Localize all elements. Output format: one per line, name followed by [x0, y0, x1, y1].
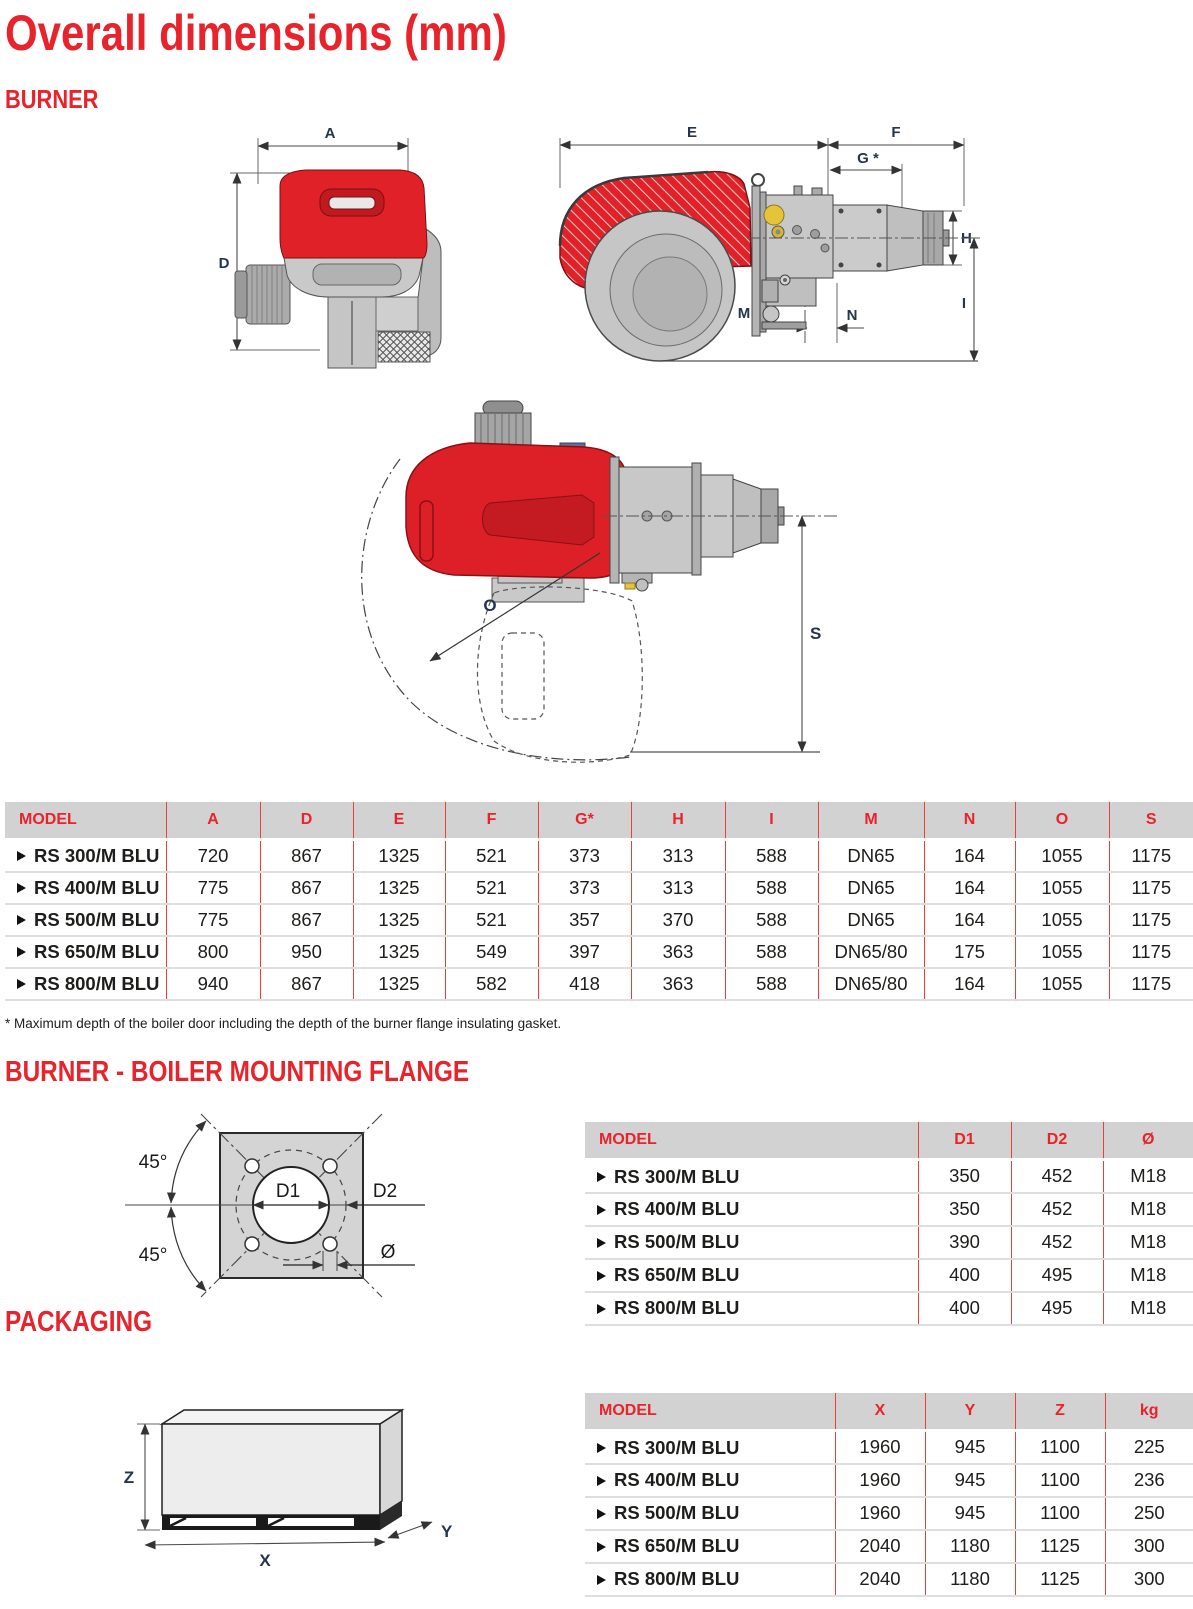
model-cell [585, 1431, 835, 1464]
packaging-table-row [585, 1563, 1193, 1596]
model-name: RS 400/M BLU [614, 1198, 740, 1220]
value-cell-f: 521 [445, 904, 538, 936]
value-cell-h: 363 [631, 968, 725, 1000]
value-cell-d2: 495 [1011, 1292, 1103, 1325]
col-header-model: MODEL [585, 1122, 918, 1160]
dim-label-a: A [324, 125, 336, 142]
model-name: RS 650/M BLU [614, 1535, 740, 1557]
page-title: Overall dimensions (mm) [5, 5, 507, 61]
col-header-y: Y [925, 1393, 1015, 1431]
dim-label-s: S [810, 624, 822, 643]
table-header-row [5, 802, 1193, 840]
model-cell [5, 872, 166, 904]
value-cell-z: 1100 [1015, 1497, 1105, 1530]
value-cell-d: 867 [260, 904, 353, 936]
value-cell-y: 945 [925, 1464, 1015, 1497]
extension-lines [137, 1424, 160, 1530]
model-cell [5, 904, 166, 936]
packaging-table-body [585, 1431, 1193, 1596]
angle-label-bottom: 45° [138, 1245, 168, 1266]
value-cell-f: 582 [445, 968, 538, 1000]
packaging-table [585, 1393, 1193, 1597]
flange-table-row [585, 1292, 1193, 1325]
value-cell-n: 164 [924, 904, 1015, 936]
value-cell-x: 2040 [835, 1563, 925, 1596]
value-cell-o: 1055 [1015, 936, 1109, 968]
value-cell-h: 313 [631, 840, 725, 872]
burner-table-row [5, 840, 1193, 872]
angle-arc-top [171, 1121, 206, 1203]
row-marker-icon [597, 1205, 606, 1215]
col-header-h: H [631, 802, 725, 840]
box-side-face [380, 1410, 402, 1515]
model-name: RS 800/M BLU [614, 1297, 740, 1319]
col-header-kg: kg [1105, 1393, 1193, 1431]
burner-table-row [5, 872, 1193, 904]
row-marker-icon [597, 1304, 606, 1314]
dim-label-x: X [259, 1551, 271, 1570]
col-header-z: Z [1015, 1393, 1105, 1431]
value-cell-a: 775 [166, 872, 260, 904]
value-cell-d1: 400 [918, 1259, 1011, 1292]
burner-side-view-diagram [512, 118, 987, 418]
value-cell-a: 720 [166, 840, 260, 872]
model-cell [585, 1193, 918, 1226]
box-top-face [162, 1410, 402, 1424]
packaging-diagram [85, 1355, 485, 1590]
col-header-g: G* [538, 802, 631, 840]
burner-swing-view-diagram [342, 385, 852, 780]
model-name: RS 400/M BLU [614, 1469, 740, 1491]
value-cell-z: 1125 [1015, 1530, 1105, 1563]
burner-top-body [406, 401, 837, 602]
value-cell-e: 1325 [353, 840, 445, 872]
mounting-plate [752, 186, 760, 336]
burner-table-body [5, 840, 1193, 1000]
value-cell-e: 1325 [353, 904, 445, 936]
swung-body-outline [477, 587, 642, 762]
dim-label-d: D [218, 255, 230, 272]
value-cell-e: 1325 [353, 872, 445, 904]
model-cell [585, 1259, 918, 1292]
row-marker-icon [17, 947, 26, 957]
col-header-model: MODEL [585, 1393, 835, 1431]
value-cell-d1: 400 [918, 1292, 1011, 1325]
section-heading-burner: BURNER [5, 84, 99, 114]
model-cell [5, 968, 166, 1000]
row-marker-icon [597, 1509, 606, 1519]
model-name: RS 400/M BLU [34, 877, 160, 899]
model-name: RS 500/M BLU [614, 1502, 740, 1524]
dim-label-f: F [891, 124, 901, 141]
packaging-table-row [585, 1530, 1193, 1563]
value-cell-f: 521 [445, 840, 538, 872]
model-cell [5, 840, 166, 872]
row-marker-icon [597, 1575, 606, 1585]
value-cell-n: 164 [924, 840, 1015, 872]
row-marker-icon [17, 851, 26, 861]
row-marker-icon [17, 883, 26, 893]
value-cell-f: 521 [445, 872, 538, 904]
dim-label-diameter: Ø [380, 1242, 396, 1263]
value-cell-d: 950 [260, 936, 353, 968]
packaging-table-row [585, 1497, 1193, 1530]
col-header-m: M [818, 802, 924, 840]
value-cell-g: 357 [538, 904, 631, 936]
value-cell-z: 1100 [1015, 1464, 1105, 1497]
value-cell-kg: 250 [1105, 1497, 1193, 1530]
row-marker-icon [597, 1172, 606, 1182]
dim-label-g: G * [857, 150, 879, 167]
flange-table-row [585, 1193, 1193, 1226]
model-cell [585, 1563, 835, 1596]
col-header-d: D [260, 802, 353, 840]
dim-label-i: I [961, 295, 966, 312]
value-cell-y: 1180 [925, 1530, 1015, 1563]
value-cell-s: 1175 [1109, 840, 1193, 872]
value-cell-d2: 452 [1011, 1160, 1103, 1193]
col-header-f: F [445, 802, 538, 840]
packaging-table-row [585, 1464, 1193, 1497]
model-name: RS 300/M BLU [614, 1165, 740, 1187]
dim-label-m: M [737, 305, 751, 322]
value-cell-i: 588 [725, 872, 818, 904]
value-cell-x: 1960 [835, 1497, 925, 1530]
value-cell-diameter: M18 [1103, 1259, 1193, 1292]
value-cell-s: 1175 [1109, 968, 1193, 1000]
box-front-face [162, 1424, 380, 1515]
col-header-a: A [166, 802, 260, 840]
burner-side-body [560, 172, 982, 361]
value-cell-g: 397 [538, 936, 631, 968]
model-cell [585, 1530, 835, 1563]
model-name: RS 800/M BLU [34, 973, 160, 995]
value-cell-m: DN65/80 [818, 936, 924, 968]
flange-table-row [585, 1226, 1193, 1259]
flange-diagram [95, 1085, 485, 1310]
table-footnote: * Maximum depth of the boiler door including the depth of the burner flange insulating gasket. [5, 1015, 562, 1031]
model-cell [5, 936, 166, 968]
value-cell-h: 370 [631, 904, 725, 936]
burner-front-view-diagram [180, 118, 505, 383]
row-marker-icon [597, 1476, 606, 1486]
dim-label-d2: D2 [372, 1181, 398, 1202]
col-header-d2: D2 [1011, 1122, 1103, 1160]
dim-line-Y [388, 1522, 432, 1538]
value-cell-i: 588 [725, 840, 818, 872]
model-cell [585, 1497, 835, 1530]
mesh-grille [378, 332, 430, 362]
value-cell-x: 1960 [835, 1464, 925, 1497]
value-cell-s: 1175 [1109, 872, 1193, 904]
model-name: RS 500/M BLU [34, 909, 160, 931]
flange-table-row [585, 1160, 1193, 1193]
value-cell-n: 175 [924, 936, 1015, 968]
value-cell-n: 164 [924, 968, 1015, 1000]
value-cell-x: 2040 [835, 1530, 925, 1563]
col-header-n: N [924, 802, 1015, 840]
model-name: RS 650/M BLU [34, 941, 160, 963]
value-cell-h: 313 [631, 872, 725, 904]
value-cell-a: 775 [166, 904, 260, 936]
dim-label-z: Z [123, 1468, 135, 1487]
model-name: RS 300/M BLU [34, 845, 160, 867]
value-cell-y: 945 [925, 1431, 1015, 1464]
angle-label-top: 45° [138, 1152, 168, 1173]
value-cell-d: 867 [260, 840, 353, 872]
value-cell-h: 363 [631, 936, 725, 968]
value-cell-z: 1100 [1015, 1431, 1105, 1464]
row-marker-icon [597, 1238, 606, 1248]
burner-table-row [5, 968, 1193, 1000]
value-cell-i: 588 [725, 968, 818, 1000]
value-cell-d2: 452 [1011, 1226, 1103, 1259]
row-marker-icon [597, 1443, 606, 1453]
dim-line-X [145, 1542, 385, 1545]
row-marker-icon [597, 1271, 606, 1281]
value-cell-m: DN65 [818, 904, 924, 936]
value-cell-o: 1055 [1015, 840, 1109, 872]
dim-label-h: H [961, 230, 972, 247]
value-cell-kg: 236 [1105, 1464, 1193, 1497]
value-cell-f: 549 [445, 936, 538, 968]
value-cell-g: 418 [538, 968, 631, 1000]
table-header-row [585, 1393, 1193, 1431]
model-cell [585, 1292, 918, 1325]
model-name: RS 300/M BLU [614, 1436, 740, 1458]
dim-label-o: O [483, 596, 497, 615]
value-cell-g: 373 [538, 840, 631, 872]
burner-table-row [5, 904, 1193, 936]
value-cell-n: 164 [924, 872, 1015, 904]
table-header-row [585, 1122, 1193, 1160]
value-cell-kg: 225 [1105, 1431, 1193, 1464]
dim-label-e: E [686, 124, 698, 141]
mounting-flange [610, 457, 619, 583]
dim-label-d1: D1 [275, 1181, 301, 1202]
value-cell-z: 1125 [1015, 1563, 1105, 1596]
row-marker-icon [17, 915, 26, 925]
model-cell [585, 1226, 918, 1259]
value-cell-kg: 300 [1105, 1563, 1193, 1596]
value-cell-e: 1325 [353, 936, 445, 968]
value-cell-g: 373 [538, 872, 631, 904]
value-cell-d1: 350 [918, 1193, 1011, 1226]
angle-arc-bottom [171, 1207, 206, 1291]
value-cell-d: 867 [260, 872, 353, 904]
value-cell-o: 1055 [1015, 968, 1109, 1000]
cam-assembly [764, 205, 784, 225]
value-cell-m: DN65 [818, 840, 924, 872]
value-cell-o: 1055 [1015, 872, 1109, 904]
burner-dimensions-table [5, 802, 1193, 1001]
flange-table-row [585, 1259, 1193, 1292]
value-cell-diameter: M18 [1103, 1292, 1193, 1325]
dim-label-y: Y [441, 1522, 453, 1541]
value-cell-a: 800 [166, 936, 260, 968]
col-header-model: MODEL [5, 802, 166, 840]
section-heading-packaging: PACKAGING [5, 1306, 153, 1338]
value-cell-d2: 495 [1011, 1259, 1103, 1292]
col-header-diameter: Ø [1103, 1122, 1193, 1160]
value-cell-d2: 452 [1011, 1193, 1103, 1226]
value-cell-i: 588 [725, 904, 818, 936]
front-grille [313, 264, 401, 285]
col-header-o: O [1015, 802, 1109, 840]
value-cell-e: 1325 [353, 968, 445, 1000]
value-cell-o: 1055 [1015, 904, 1109, 936]
burner-front-body [235, 170, 441, 368]
value-cell-d1: 350 [918, 1160, 1011, 1193]
packaging-table-row [585, 1431, 1193, 1464]
col-header-s: S [1109, 802, 1193, 840]
row-marker-icon [597, 1542, 606, 1552]
flange-table-body [585, 1160, 1193, 1325]
value-cell-x: 1960 [835, 1431, 925, 1464]
model-cell [585, 1160, 918, 1193]
model-name: RS 800/M BLU [614, 1568, 740, 1590]
value-cell-m: DN65 [818, 872, 924, 904]
lifting-eye [752, 174, 764, 186]
value-cell-d: 867 [260, 968, 353, 1000]
value-cell-kg: 300 [1105, 1530, 1193, 1563]
col-header-d1: D1 [918, 1122, 1011, 1160]
value-cell-y: 1180 [925, 1563, 1015, 1596]
value-cell-i: 588 [725, 936, 818, 968]
model-name: RS 500/M BLU [614, 1231, 740, 1253]
dim-label-n: N [846, 307, 858, 324]
col-header-x: X [835, 1393, 925, 1431]
value-cell-a: 940 [166, 968, 260, 1000]
motor-cap [235, 271, 247, 318]
value-cell-diameter: M18 [1103, 1160, 1193, 1193]
value-cell-y: 945 [925, 1497, 1015, 1530]
value-cell-s: 1175 [1109, 936, 1193, 968]
flange-table [585, 1122, 1193, 1326]
col-header-i: I [725, 802, 818, 840]
value-cell-m: DN65/80 [818, 968, 924, 1000]
model-name: RS 650/M BLU [614, 1264, 740, 1286]
burner-table-row [5, 936, 1193, 968]
col-header-e: E [353, 802, 445, 840]
section-heading-flange: BURNER - BOILER MOUNTING FLANGE [5, 1056, 470, 1088]
value-cell-d1: 390 [918, 1226, 1011, 1259]
model-cell [585, 1464, 835, 1497]
value-cell-s: 1175 [1109, 904, 1193, 936]
value-cell-diameter: M18 [1103, 1226, 1193, 1259]
value-cell-diameter: M18 [1103, 1193, 1193, 1226]
row-marker-icon [17, 979, 26, 989]
